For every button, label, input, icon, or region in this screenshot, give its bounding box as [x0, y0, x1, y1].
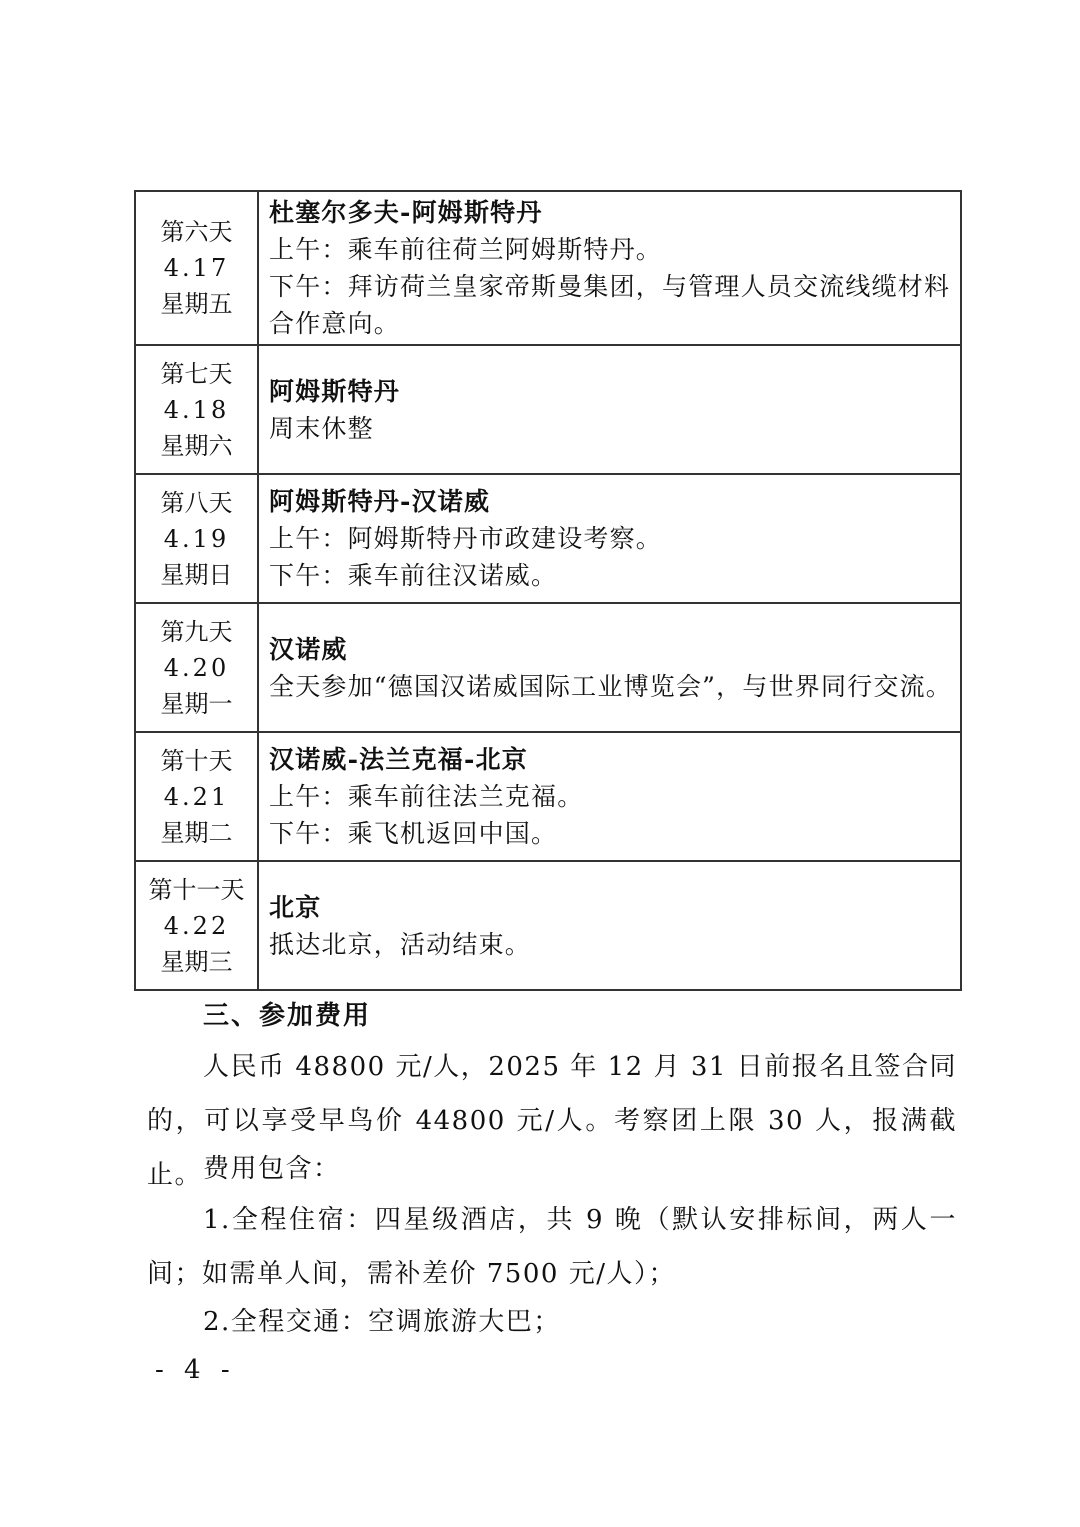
activity-text: 上午：阿姆斯特丹市政建设考察。	[269, 524, 663, 553]
day-cell	[135, 732, 258, 861]
fees-item-accommodation	[147, 1193, 957, 1301]
activity-text: 下午：拜访荷兰皇家帝斯曼集团，与管理人员交流线缆材料合作意向。	[269, 272, 951, 338]
day-label: 第十一天	[148, 875, 245, 904]
date-label: 4.21	[163, 782, 230, 811]
route-title: 汉诺威	[269, 634, 348, 664]
day-label: 第十天	[160, 746, 233, 775]
itinerary-row	[135, 474, 961, 603]
activity-text: 下午：乘飞机返回中国。	[269, 819, 558, 848]
itinerary-row	[135, 861, 961, 990]
detail-cell	[258, 474, 961, 603]
activity-text: 下午：乘车前往汉诺威。	[269, 561, 558, 590]
day-cell	[135, 191, 258, 345]
detail-cell	[258, 191, 961, 345]
route-title: 北京	[269, 892, 322, 922]
itinerary-row	[135, 191, 961, 345]
weekday-label: 星期日	[160, 560, 233, 589]
day-cell	[135, 345, 258, 474]
activity-text: 上午：乘车前往荷兰阿姆斯特丹。	[269, 235, 663, 264]
date-label: 4.22	[163, 911, 230, 940]
date-label: 4.20	[163, 653, 230, 682]
fees-includes-label: 费用包含：	[203, 1154, 341, 1184]
route-title: 汉诺威-法兰克福-北京	[269, 745, 528, 774]
day-cell	[135, 861, 258, 990]
route-title: 阿姆斯特丹	[269, 376, 401, 406]
route-title: 阿姆斯特丹-汉诺威	[269, 487, 491, 516]
detail-cell	[258, 345, 961, 474]
day-label: 第七天	[160, 359, 233, 388]
day-label: 第八天	[160, 488, 233, 517]
weekday-label: 星期二	[160, 818, 233, 847]
fees-item-text: 2.全程交通：空调旅游大巴；	[203, 1307, 561, 1337]
weekday-label: 星期一	[160, 689, 233, 718]
date-label: 4.17	[163, 254, 230, 282]
detail-cell	[258, 861, 961, 990]
day-label: 第六天	[160, 218, 233, 246]
day-cell	[135, 474, 258, 603]
date-label: 4.18	[163, 395, 230, 424]
weekday-label: 星期六	[160, 431, 233, 460]
activity-text: 全天参加“德国汉诺威国际工业博览会”，与世界同行交流。	[269, 671, 952, 701]
itinerary-row	[135, 603, 961, 732]
activity-text: 周末休整	[269, 413, 374, 443]
weekday-label: 星期五	[160, 290, 233, 318]
fees-item-transport	[147, 1295, 957, 1349]
itinerary-row	[135, 732, 961, 861]
page-number: - 4 -	[155, 1355, 236, 1385]
fees-includes-paragraph	[147, 1142, 957, 1196]
detail-cell	[258, 603, 961, 732]
fees-heading: 三、参加费用	[203, 1001, 372, 1031]
route-title: 杜塞尔多夫-阿姆斯特丹	[269, 198, 543, 227]
activity-text: 抵达北京，活动结束。	[269, 929, 532, 959]
day-cell	[135, 603, 258, 732]
date-label: 4.19	[163, 524, 230, 553]
itinerary-table	[134, 190, 962, 991]
detail-cell	[258, 732, 961, 861]
weekday-label: 星期三	[160, 947, 233, 976]
fees-price-text: 人民币 48800 元/人，2025 年 12 月 31 日前报名且签合同的，可以享受早鸟价 44800 元/人。考察团上限 30 人，报满截止。	[147, 1052, 957, 1190]
day-label: 第九天	[160, 617, 233, 646]
itinerary-row	[135, 345, 961, 474]
fees-item-text: 1.全程住宿：四星级酒店，共 9 晚（默认安排标间，两人一间；如需单人间，需补差价 7500 元/人）；	[147, 1205, 957, 1289]
activity-text: 上午：乘车前往法兰克福。	[269, 782, 584, 811]
